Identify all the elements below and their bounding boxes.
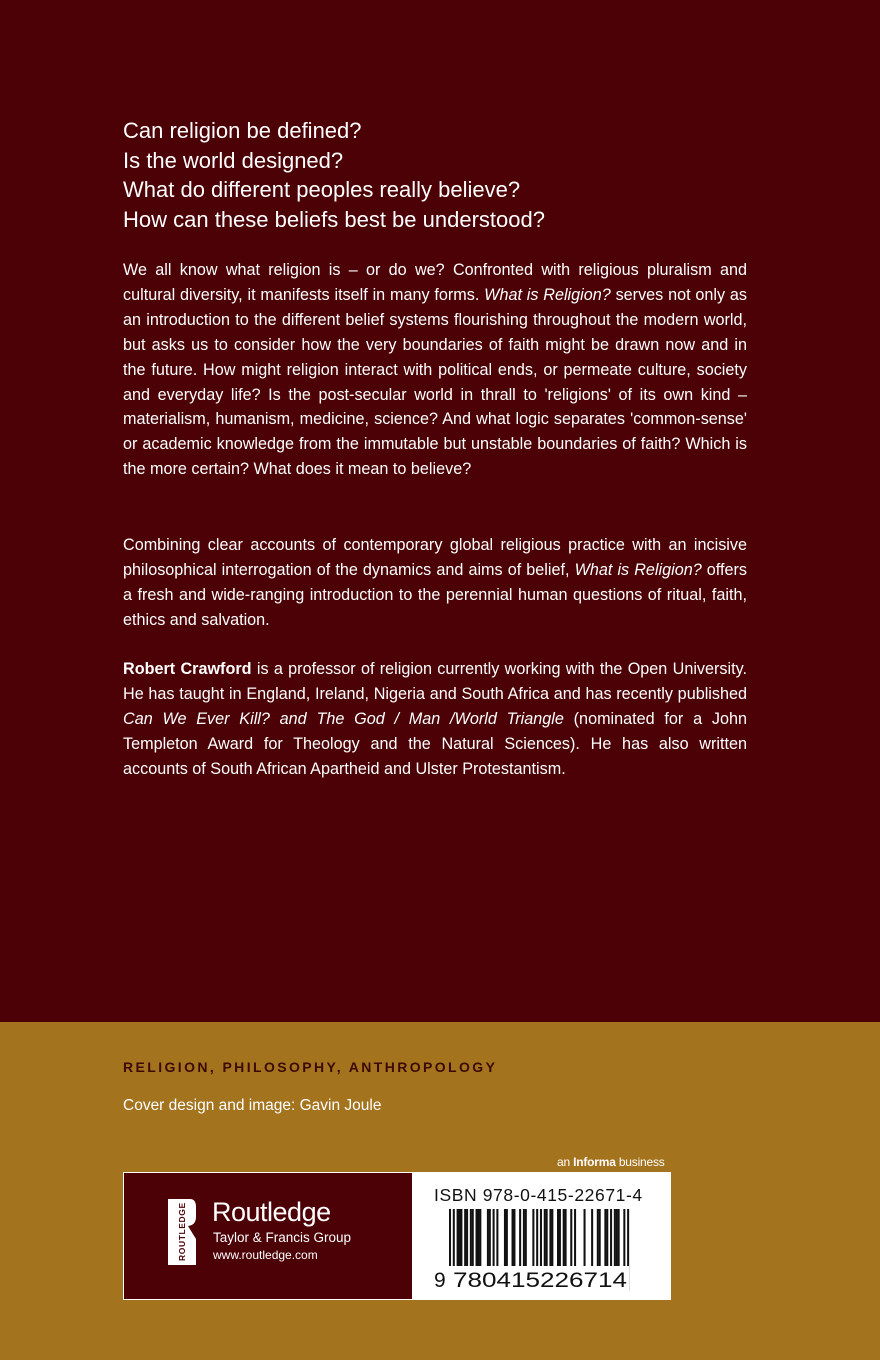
barcode-bar: [470, 1209, 472, 1266]
barcode-bar: [457, 1209, 459, 1266]
barcode-bar: [604, 1209, 606, 1266]
book-title-italic: What is Religion?: [574, 560, 702, 579]
barcode-bar: [563, 1209, 565, 1266]
informa-business-tag: [557, 1155, 665, 1169]
barcode-bar: [557, 1209, 559, 1266]
barcode-bar: [477, 1209, 479, 1266]
barcode-bar: [599, 1209, 601, 1266]
author-bio-text-a: is a professor of religion currently working with the Open University. He has taught in England, Ireland, Nigeria and South Africa and has recently published: [123, 660, 747, 703]
question-3: What do different peoples really believe?: [123, 177, 521, 202]
question-4: How can these beliefs best be understood?: [123, 206, 545, 232]
question-2: Is the world designed?: [123, 147, 344, 173]
book-title-italic: What is Religion?: [484, 285, 611, 304]
subject-category: RELIGION, PHILOSOPHY, ANTHROPOLOGY: [123, 1059, 498, 1075]
barcode-bar: [476, 1209, 478, 1266]
barcode-bar: [525, 1209, 527, 1266]
barcode-digits: 780415226714: [453, 1269, 628, 1291]
barcode-bar: [493, 1209, 495, 1266]
isbn-label: ISBN 978-0-415-22671-4: [434, 1185, 643, 1205]
barcode-bar: [549, 1209, 551, 1266]
publisher-url: www.routledge.com: [213, 1248, 318, 1262]
barcode-bar: [506, 1209, 508, 1266]
barcode-bar: [616, 1209, 618, 1266]
barcode-bar: [606, 1209, 608, 1266]
author-name: Robert Crawford: [123, 660, 252, 678]
barcode-lead-digit: 9: [434, 1269, 446, 1291]
barcode-bar: [523, 1209, 525, 1266]
barcode-bar: [544, 1209, 546, 1266]
informa-brand: Informa: [573, 1155, 616, 1169]
routledge-logo-icon: [164, 1195, 198, 1269]
cover-questions: [123, 116, 763, 234]
barcode-bar: [489, 1209, 491, 1266]
barcode-bar: [570, 1209, 572, 1266]
barcode-bar: [546, 1209, 548, 1266]
barcode-bar: [472, 1209, 474, 1266]
barcode-bar: [559, 1209, 561, 1266]
publisher-isbn-badge: [123, 1172, 671, 1300]
isbn-box: [412, 1173, 670, 1299]
blurb-2-text-a: Combining clear accounts of contemporary global religious practice with an incisive philosophical interrogation of the dynamics and aims of belief,: [123, 536, 747, 579]
blurb-1-text-b: serves not only as an introduction to the different belief systems flourishing throughout the modern world, but asks us to consider how the very boundaries of faith might be drawn now and in the future. How might religion interact with political ends, or permeate culture, society and everyday life? Is the post-secular world in thrall to 'religions' of its own kind – materialism, humanism, medicine, science? And what logic separates 'common-sense' or academic knowledge from the immutable but unstable boundaries of faith? Which is the more certain? What does it mean to believe?: [123, 285, 747, 479]
blurb-1-text-a: We all know what religion is – or do we? Confronted with religious pluralism and cultural diversity, it manifests itself in many forms.: [123, 261, 747, 304]
barcode-bar: [487, 1209, 489, 1266]
barcode-bar: [532, 1209, 534, 1266]
barcode-bar: [614, 1209, 616, 1266]
routledge-logo-text: ROUTLEDGE: [177, 1202, 187, 1261]
barcode-bar: [504, 1209, 506, 1266]
barcode-bar: [496, 1209, 498, 1266]
publisher-group: Taylor & Francis Group: [213, 1230, 352, 1245]
publisher-box: [124, 1173, 412, 1299]
barcode-bar: [618, 1209, 620, 1266]
barcode-bar: [479, 1209, 481, 1266]
publisher-name: Routledge: [212, 1197, 331, 1227]
barcode-bar: [574, 1209, 576, 1266]
author-works: Can We Ever Kill? and The God / Man /World Triangle: [123, 709, 564, 728]
barcode-bar: [466, 1209, 468, 1266]
author-bio-text-b: (nominated for a John Templeton Award for Theology and the Natural Sciences). He has also written accounts of South African Apartheid and Ulster Protestantism.: [123, 709, 747, 778]
barcode-bar: [565, 1209, 567, 1266]
barcode-bar: [610, 1209, 612, 1266]
author-bio: [123, 657, 747, 782]
informa-prefix: an: [557, 1155, 574, 1169]
blurb-2-text-b: offers a fresh and wide-ranging introduction to the perennial human questions of ritual, faith, ethics and salvation.: [123, 560, 747, 629]
barcode-bar: [584, 1209, 586, 1266]
barcode-bar: [512, 1209, 514, 1266]
isbn-barcode: [434, 1209, 646, 1291]
barcode-bar: [464, 1209, 466, 1266]
barcode-bar: [519, 1209, 521, 1266]
barcode-bar: [460, 1209, 462, 1266]
barcode-bar: [551, 1209, 553, 1266]
barcode-bar: [591, 1209, 593, 1266]
blurb-paragraph-1: [123, 258, 747, 482]
question-1: Can religion be defined?: [123, 118, 362, 143]
barcode-bar: [597, 1209, 599, 1266]
blurb-paragraph-2: [123, 533, 747, 633]
barcode-bar: [513, 1209, 515, 1266]
barcode-bar: [458, 1209, 460, 1266]
informa-suffix: business: [615, 1155, 665, 1169]
cover-credit: Cover design and image: Gavin Joule: [123, 1097, 382, 1114]
